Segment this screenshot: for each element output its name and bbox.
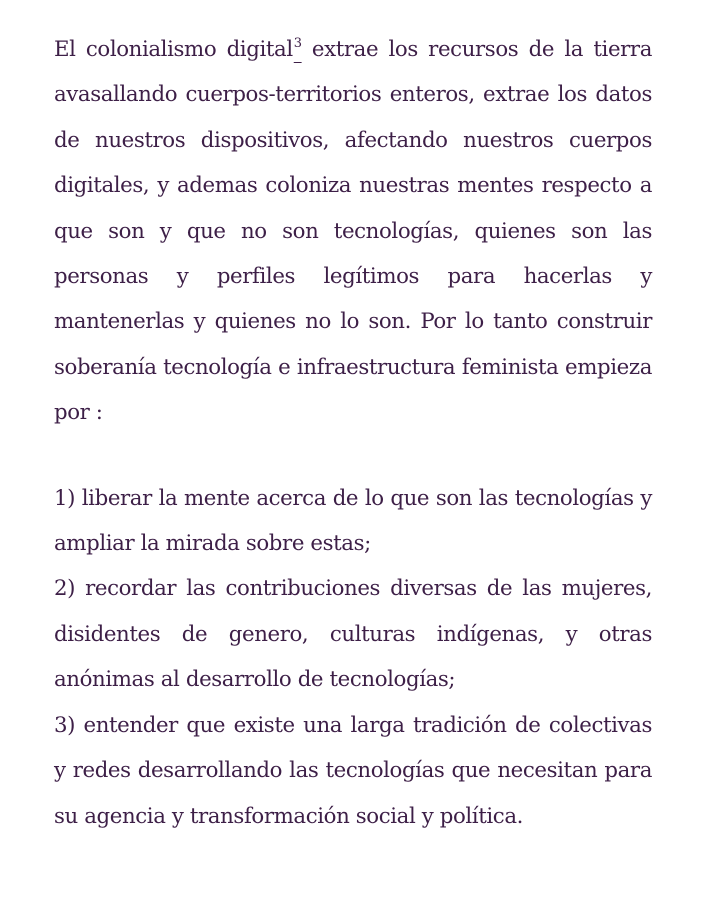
document-body: [54, 27, 652, 839]
list-item-2: 2) recordar las contribuciones diversas de las mujeres, disidentes de genero, culturas indígenas, y otras anónimas al desarrollo de tecnologías;: [54, 576, 652, 693]
intro-text-before-footnote: El colonialismo digital: [54, 37, 293, 62]
list-item-1: 1) liberar la mente acerca de lo que son las tecnologías y ampliar la mirada sobre estas;: [54, 485, 652, 557]
footnote-reference-link[interactable]: 3: [293, 36, 302, 51]
intro-text-after-footnote: extrae los recursos de la tierra avasallando cuerpos-territorios enteros, extrae los datos de nuestros dispositivos, afectando nuestros cuerpos digitales, y ademas coloniza nuestras mentes respecto a que son y que no son tecnologías, quienes son las personas y perfiles legítimos para hacerlas y mantenerlas y quienes no lo son. Por lo tanto construir soberanía tecnología e infraestructura feminista empieza por :: [54, 37, 653, 426]
list-item-3: 3) entender que existe una larga tradición de colectivas y redes desarrollando las tecnologías que necesitan para su agencia y transformación social y política.: [54, 712, 652, 829]
intro-paragraph: [54, 27, 652, 436]
paragraph-spacer: [54, 436, 652, 476]
